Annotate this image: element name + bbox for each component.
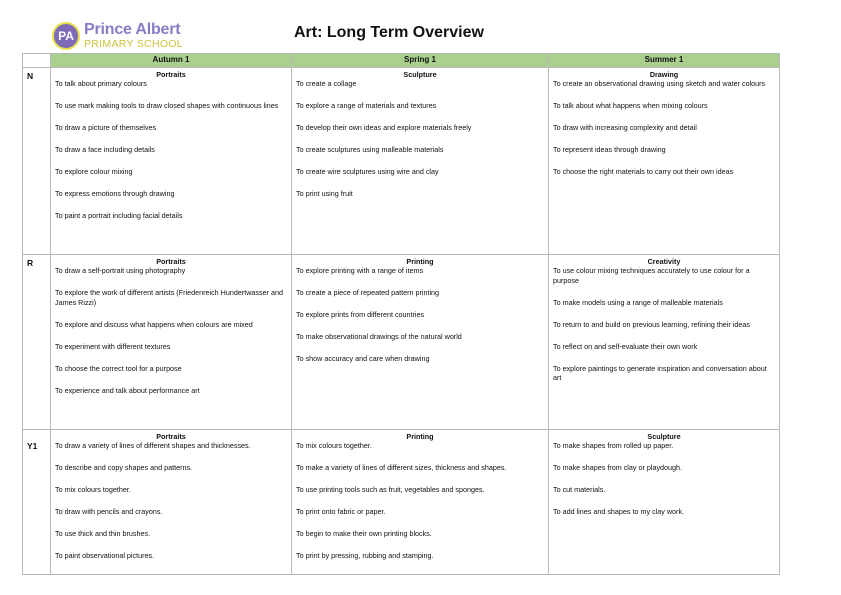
objective-item: To express emotions through drawing (55, 189, 175, 198)
objective-item: To return to and build on previous learning, refining their ideas (553, 319, 750, 329)
objective-item: To add lines and shapes to my clay work. (553, 507, 685, 516)
objective-item: To paint a portrait including facial details (55, 211, 183, 220)
objective-item: To explore prints from different countries (296, 310, 425, 319)
objective-item: To use printing tools such as fruit, vegetables and sponges. (296, 485, 485, 494)
objective-item: To show accuracy and care when drawing (296, 354, 430, 363)
term-cell (51, 430, 292, 575)
header-corner (23, 54, 51, 68)
objective-item: To make shapes from rolled up paper. (553, 441, 674, 450)
topic-heading: Drawing (649, 70, 679, 79)
objective-item: To create sculptures using malleable materials (296, 145, 444, 154)
objective-item: To describe and copy shapes and patterns. (55, 463, 193, 472)
table-row (23, 68, 780, 255)
objective-item: To draw a self-portrait using photography (55, 266, 186, 275)
table-row (23, 255, 780, 430)
table-row (23, 430, 780, 575)
term-content (549, 430, 779, 517)
objective-item: To explore and discuss what happens when colours are mixed (55, 319, 253, 329)
objective-item: To talk about primary colours (55, 79, 147, 88)
page-title: Art: Long Term Overview (294, 24, 484, 41)
objective-item: To draw a variety of lines of different shapes and thicknesses. (55, 441, 251, 450)
objective-item: To choose the correct tool for a purpose (55, 363, 182, 373)
objective-item: To explore the work of different artists (Friedenreich Hundertwasser and James Rizzi) (55, 288, 283, 307)
objective-item: To use thick and thin brushes. (55, 529, 151, 538)
objective-item: To mix colours together. (296, 441, 372, 450)
objective-item: To represent ideas through drawing (553, 145, 666, 154)
term-cell (51, 68, 292, 255)
logo-badge: PA (52, 22, 80, 50)
year-cell (23, 255, 51, 430)
objective-item: To choose the right materials to carry out their own ideas (553, 167, 734, 176)
term-cell (292, 430, 549, 575)
term-content (292, 68, 548, 199)
objective-item: To reflect on and self-evaluate their own work (553, 341, 698, 351)
year-cell (23, 430, 51, 575)
topic-heading: Printing (406, 257, 434, 266)
year-cell (23, 68, 51, 255)
term-cell (549, 430, 780, 575)
objective-item: To draw with pencils and crayons. (55, 507, 163, 516)
objective-item: To paint observational pictures. (55, 551, 155, 560)
term-content (51, 255, 291, 395)
objective-item: To make observational drawings of the natural world (296, 332, 462, 341)
school-logo (52, 22, 183, 50)
objective-item: To experiment with different textures (55, 341, 171, 351)
objective-item: To make models using a range of malleable materials (553, 297, 723, 307)
objective-item: To explore paintings to generate inspiration and conversation about art (553, 363, 767, 382)
term-cell (51, 255, 292, 430)
objective-item: To create a collage (296, 79, 357, 88)
header-summer-1: Summer 1 (549, 54, 780, 68)
term-content (292, 255, 548, 364)
term-cell (549, 255, 780, 430)
topic-heading: Portraits (156, 432, 186, 441)
school-subtitle: PRIMARY SCHOOL (84, 38, 183, 51)
header-row (23, 54, 780, 68)
topic-heading: Sculpture (403, 70, 437, 79)
term-content (51, 68, 291, 221)
term-content (549, 255, 779, 383)
objective-item: To explore colour mixing (55, 167, 133, 176)
objective-item: To print using fruit (296, 189, 353, 198)
topic-heading: Sculpture (647, 432, 681, 441)
objective-item: To draw a face including details (55, 145, 155, 154)
topic-heading: Portraits (156, 70, 186, 79)
year-label: R (27, 258, 34, 268)
objective-item: To cut materials. (553, 485, 606, 494)
logo-text (84, 22, 183, 50)
topic-heading: Creativity (647, 257, 681, 266)
objective-item: To experience and talk about performance art (55, 385, 200, 395)
objective-item: To make a variety of lines of different sizes, thickness and shapes. (296, 463, 507, 472)
objective-item: To print onto fabric or paper. (296, 507, 386, 516)
objective-item: To create an observational drawing using sketch and water colours (553, 79, 766, 88)
header-autumn-1: Autumn 1 (51, 54, 292, 68)
objective-item: To use colour mixing techniques accurately to use colour for a purpose (553, 266, 750, 285)
overview-table (22, 53, 780, 575)
objective-item: To use mark making tools to draw closed shapes with continuous lines (55, 101, 279, 110)
objective-item: To print by pressing, rubbing and stamping. (296, 551, 434, 560)
objective-item: To create a piece of repeated pattern printing (296, 288, 440, 297)
objective-item: To make shapes from clay or playdough. (553, 463, 683, 472)
objective-item: To draw a picture of themselves (55, 123, 157, 132)
term-content (292, 430, 548, 561)
objective-item: To mix colours together. (55, 485, 131, 494)
term-cell (292, 68, 549, 255)
header-spring-1: Spring 1 (292, 54, 549, 68)
topic-heading: Portraits (156, 257, 186, 266)
objective-item: To explore a range of materials and textures (296, 101, 437, 110)
objective-item: To develop their own ideas and explore materials freely (296, 123, 472, 132)
objective-item: To create wire sculptures using wire and clay (296, 167, 439, 176)
school-name: Prince Albert (84, 21, 181, 39)
term-content (51, 430, 291, 561)
term-cell (549, 68, 780, 255)
objective-item: To begin to make their own printing blocks. (296, 529, 432, 538)
objective-item: To explore printing with a range of items (296, 266, 424, 275)
topic-heading: Printing (406, 432, 434, 441)
year-label: N (27, 71, 34, 81)
year-label: Y1 (27, 441, 38, 451)
term-cell (292, 255, 549, 430)
objective-item: To draw with increasing complexity and detail (553, 123, 697, 132)
term-content (549, 68, 779, 177)
objective-item: To talk about what happens when mixing colours (553, 101, 708, 110)
